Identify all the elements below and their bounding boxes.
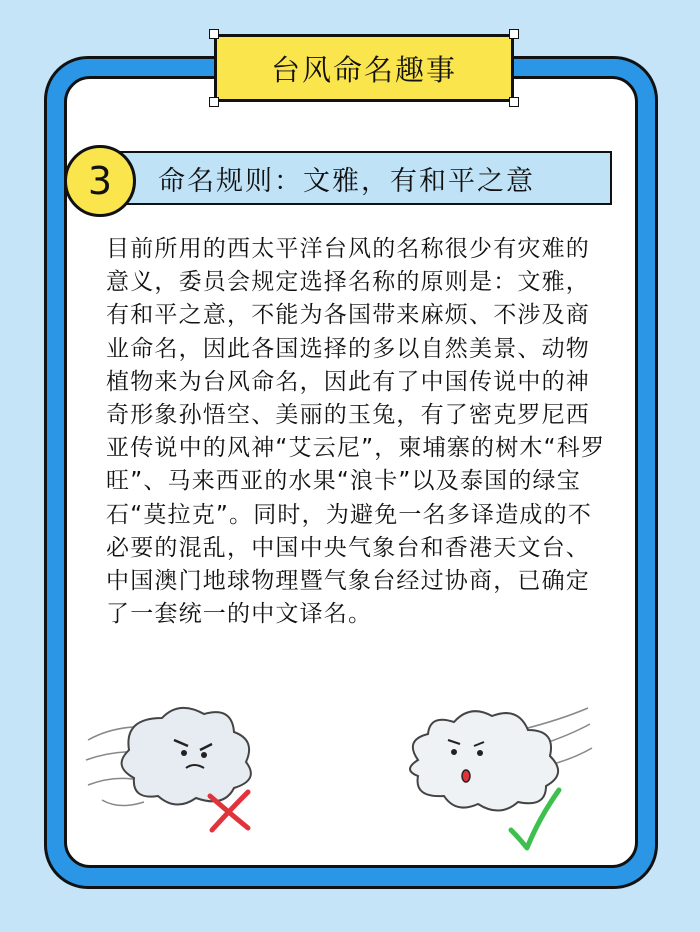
title-handle-bottom-right xyxy=(509,97,519,107)
red-cross-icon xyxy=(204,788,254,834)
title-handle-bottom-left xyxy=(209,97,219,107)
body-paragraph: 目前所用的西太平洋台风的名称很少有灾难的意义，委员会规定选择名称的原则是：文雅，有和平之意，不能为各国带来麻烦、不涉及商业命名，因此各国选择的多以自然美景、动物植物来为台风命名，因此有了中国传说中的神奇形象孙悟空、美丽的玉兔，有了密克罗尼西亚传说中的风神“艾云尼”，柬埔寨的树木“科罗旺”、马来西亚的水果“浪卡”以及泰国的绿宝石“莫拉克”。同时，为避免一名多译造成的不必要的混乱，中国中央气象台和香港天文台、中国澳门地球物理暨气象台经过协商，已确定了一套统一的中文译名。 xyxy=(106,236,606,628)
section-number-badge xyxy=(64,145,136,217)
section-number: 3 xyxy=(87,159,113,203)
section-heading-bar xyxy=(92,151,612,205)
title-handle-top-right xyxy=(509,29,519,39)
title-handle-top-left xyxy=(209,29,219,39)
page-title: 台风命名趣事 xyxy=(214,34,514,102)
calm-cloud-icon xyxy=(400,700,600,850)
green-check-icon xyxy=(505,784,565,854)
section-heading: 命名规则：文雅，有和平之意 xyxy=(158,165,535,197)
